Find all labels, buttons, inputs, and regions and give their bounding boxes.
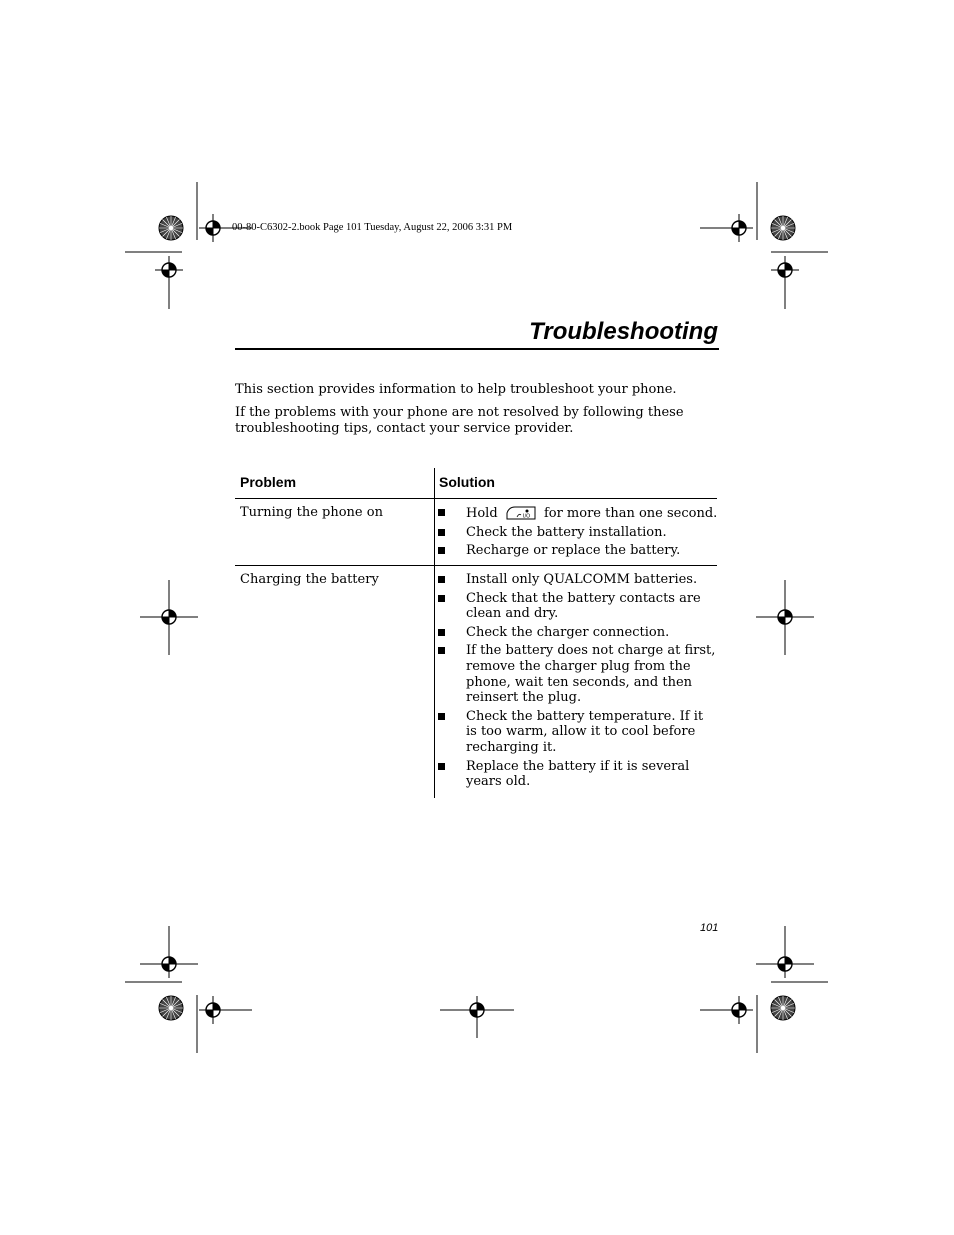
list-item: Check the battery installation. <box>438 525 718 541</box>
list-item: Replace the battery if it is several years old. <box>438 759 718 790</box>
list-item: Check the charger connection. <box>438 625 718 641</box>
solution-list <box>438 572 718 793</box>
svg-text:I/O: I/O <box>522 513 530 520</box>
header-problem: Problem <box>240 474 297 490</box>
list-item: Hold I/O for more than one second. <box>438 505 718 522</box>
bullet-icon <box>438 713 445 720</box>
problem-cell: Turning the phone on <box>240 505 383 520</box>
bullet-icon <box>438 509 445 516</box>
list-item: Check the battery temperature. If it is too warm, allow it to cool before recharging it. <box>438 709 718 756</box>
row-rule <box>235 565 717 566</box>
intro-paragraph-1: This section provides information to help troubleshoot your phone. <box>235 382 677 397</box>
header-solution: Solution <box>439 474 495 490</box>
bullet-icon <box>438 529 445 536</box>
bullet-icon <box>438 595 445 602</box>
bullet-icon <box>438 763 445 770</box>
header-rule <box>235 498 717 499</box>
page-title: Troubleshooting <box>529 318 718 345</box>
problem-cell: Charging the battery <box>240 572 379 587</box>
list-item: If the battery does not charge at first, remove the charger plug from the phone, wait ten seconds, and then reinsert the plug. <box>438 643 718 705</box>
print-info: 00-80-C6302-2.book Page 101 Tuesday, August 22, 2006 3:31 PM <box>232 222 513 233</box>
column-divider <box>434 468 435 798</box>
bullet-icon <box>438 629 445 636</box>
title-rule <box>235 348 719 350</box>
list-item: Check that the battery contacts are clean and dry. <box>438 591 718 622</box>
list-item: Install only QUALCOMM batteries. <box>438 572 718 588</box>
bullet-icon <box>438 576 445 583</box>
solution-list <box>438 505 718 562</box>
bullet-icon <box>438 647 445 654</box>
list-item: Recharge or replace the battery. <box>438 543 718 559</box>
intro-paragraph-2: If the problems with your phone are not resolved by following these troubleshooting tips, contact your service provider. <box>235 405 684 436</box>
end-power-key-icon <box>505 505 537 521</box>
page-number: 101 <box>700 922 719 934</box>
bullet-icon <box>438 547 445 554</box>
